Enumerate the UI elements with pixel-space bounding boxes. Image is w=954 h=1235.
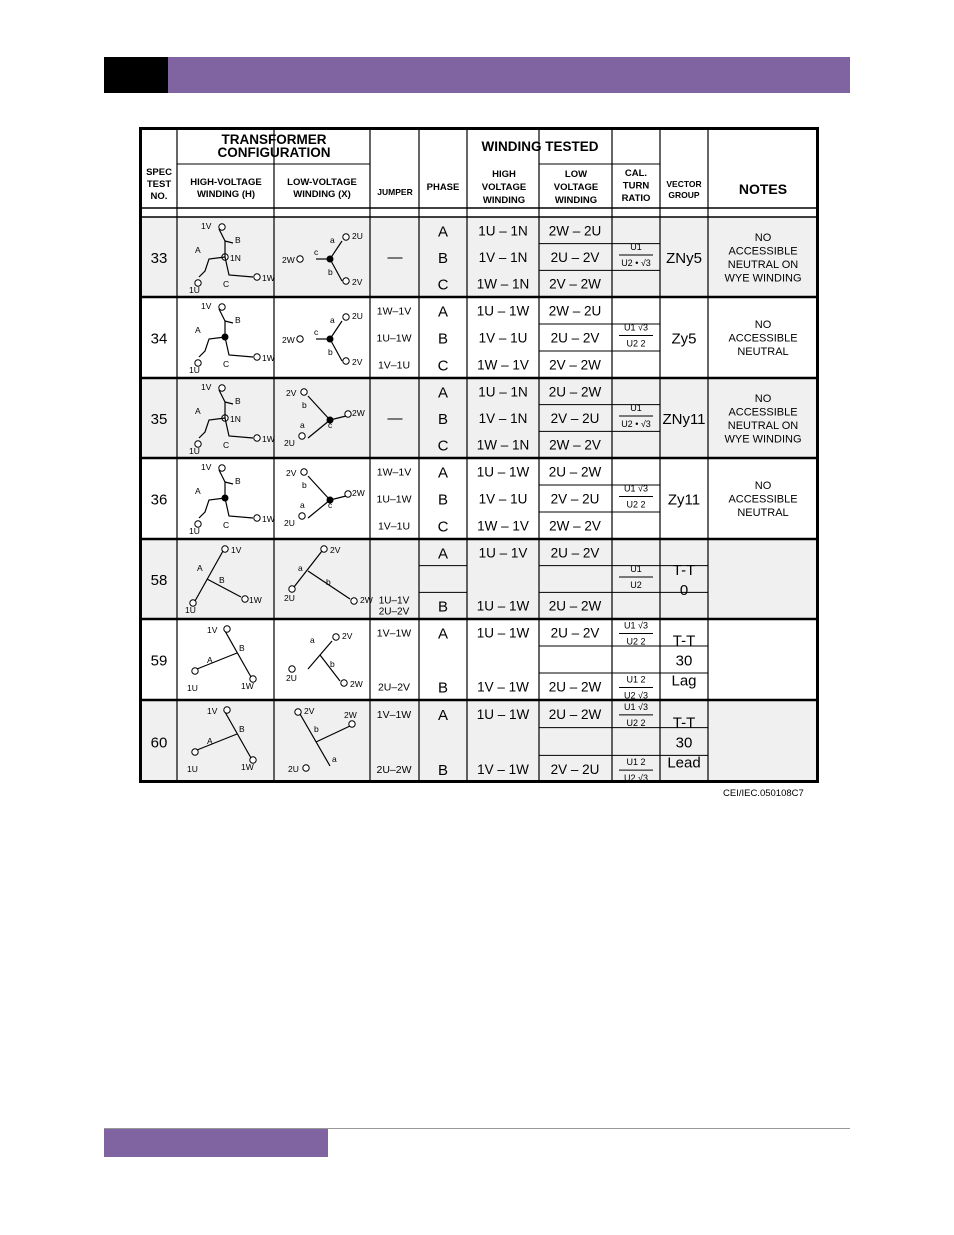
terminal-label: 1V — [201, 301, 212, 311]
row-36-high-winding: 1U – 1W — [476, 464, 530, 480]
winding-line — [225, 321, 233, 323]
terminal-node — [192, 668, 198, 674]
terminal-label: C — [223, 440, 230, 450]
row-33-phase: A — [437, 223, 449, 241]
terminal-label: 1U — [185, 605, 196, 615]
winding-line — [199, 498, 225, 518]
row-36-jumper: 1V–1U — [377, 520, 411, 533]
header-jumper: JUMPER — [377, 187, 413, 197]
row-59-ratio-b-den: U2 √3 — [624, 690, 648, 701]
terminal-label: 1V — [201, 382, 212, 392]
row-33-notes: ACCESSIBLE — [728, 245, 798, 258]
header-configuration: CONFIGURATION — [217, 145, 331, 160]
row-33-low-winding: 2U – 2V — [550, 250, 600, 265]
header-spec: TEST — [146, 179, 172, 190]
terminal-label: 1N — [230, 253, 241, 263]
winding-line — [219, 470, 225, 498]
terminal-node — [299, 433, 305, 439]
header-low-winding: WINDING — [554, 195, 598, 206]
terminal-label: 2V — [286, 388, 297, 398]
terminal-node — [254, 435, 260, 441]
terminal-node — [295, 709, 301, 715]
terminal-node — [222, 546, 228, 552]
terminal-node — [192, 749, 198, 755]
row-58-ratio-den: U2 — [630, 580, 642, 590]
table-svg — [139, 127, 819, 783]
row-58-vector: T-T — [672, 562, 696, 579]
terminal-node — [254, 515, 260, 521]
terminal-label: 2W — [360, 595, 373, 605]
row-35-notes: NEUTRAL ON — [727, 419, 799, 432]
terminal-label: 2W — [352, 488, 365, 498]
row-34-high-winding: 1U – 1W — [476, 303, 530, 319]
terminal-node — [303, 765, 309, 771]
row-59-low-winding: 2U – 2V — [550, 625, 600, 641]
winding-line — [219, 309, 225, 337]
row-34-high-winding: 1W – 1V — [477, 357, 529, 373]
terminal-label: 2V — [330, 545, 341, 555]
terminal-label: C — [223, 279, 230, 289]
terminal-label: a — [300, 420, 305, 430]
terminal-node — [343, 314, 349, 320]
row-34-phase: A — [437, 303, 449, 321]
row-58-vector: 0 — [679, 582, 689, 599]
row-34-vector: Zy5 — [671, 330, 697, 348]
terminal-label: 2V — [286, 468, 297, 478]
terminal-label: B — [239, 643, 245, 653]
row-34-ratio-den: U2 2 — [626, 338, 646, 349]
row-58-low-winding: 2U – 2V — [550, 545, 600, 561]
terminal-node — [349, 721, 355, 727]
terminal-node — [341, 680, 347, 686]
terminal-label: 2W — [344, 710, 357, 720]
row-34-low-winding: 2V – 2W — [549, 357, 601, 373]
row-36-notes: NO — [754, 480, 772, 492]
row-34-jumper: 1W–1V — [376, 305, 412, 318]
row-33-notes: NO — [754, 231, 772, 244]
terminal-label: c — [328, 500, 333, 510]
terminal-label: 2W — [352, 408, 365, 418]
row-59-vector: Lag — [671, 672, 697, 690]
terminal-label: 1U — [189, 446, 200, 456]
row-34-phase: B — [437, 330, 449, 348]
row-58-spec: 58 — [150, 572, 168, 589]
row-35-vector: ZNy11 — [662, 411, 706, 428]
row-33-phase: C — [437, 276, 449, 294]
terminal-label: b — [314, 724, 319, 734]
row-36-phase: A — [437, 464, 449, 482]
terminal-label: 2U — [284, 518, 295, 528]
terminal-label: A — [195, 406, 201, 416]
header-phase: PHASE — [426, 182, 460, 193]
terminal-node — [219, 304, 225, 310]
row-59-phase: B — [437, 679, 449, 697]
row-33-vector: ZNy5 — [666, 250, 702, 267]
row-58-high-winding: 1U – 1W — [476, 598, 530, 614]
row-35-low-winding: 2V – 2U — [550, 411, 600, 426]
header-high-winding: WINDING — [482, 195, 526, 206]
row-35-phase: B — [437, 411, 449, 428]
row-35-spec: 35 — [150, 411, 168, 428]
row-36-phase: C — [437, 518, 449, 536]
terminal-label: a — [332, 754, 337, 764]
row-60-jumper: 2U–2W — [376, 764, 412, 777]
row-35-low-winding: 2W – 2V — [549, 437, 601, 453]
terminal-label: 2W — [282, 335, 295, 345]
terminal-label: 1N — [230, 414, 241, 424]
terminal-label: A — [207, 736, 213, 746]
header-high-winding: VOLTAGE — [481, 182, 527, 193]
row-33-high-winding: 1W – 1N — [476, 276, 530, 292]
row-35-phase: C — [437, 437, 449, 455]
terminal-node — [297, 336, 303, 342]
winding-line — [308, 476, 330, 500]
terminal-node — [242, 596, 248, 602]
terminal-label: 1V — [207, 625, 218, 635]
header-hv-winding: WINDING (H) — [196, 189, 256, 200]
row-60-ratio-a-num: U1 √3 — [624, 701, 648, 712]
row-33-jumper: — — [387, 249, 403, 266]
header-ratio: CAL. — [624, 168, 648, 179]
row-36-low-winding: 2V – 2U — [550, 491, 600, 507]
row-59-spec: 59 — [150, 652, 168, 670]
row-33-low-winding: 2W – 2U — [548, 223, 602, 239]
terminal-label: c — [314, 247, 319, 257]
winding-line — [199, 337, 225, 357]
row-36-notes: ACCESSIBLE — [728, 493, 798, 506]
row-35-jumper: — — [387, 410, 403, 427]
row-35-ratio-num: U1 — [630, 403, 642, 413]
row-60-spec: 60 — [150, 734, 168, 752]
terminal-node — [343, 358, 349, 364]
terminal-label: 1U — [189, 285, 200, 295]
terminal-label: 1W — [262, 273, 275, 283]
terminal-node — [219, 224, 225, 230]
terminal-label: 2V — [352, 277, 363, 287]
terminal-label: B — [235, 476, 241, 486]
row-35-high-winding: 1W – 1N — [476, 437, 530, 453]
row-36-jumper: 1U–1W — [376, 493, 412, 506]
header-spec: SPEC — [146, 167, 172, 178]
terminal-node — [321, 546, 327, 552]
row-60-phase: B — [437, 762, 449, 780]
terminal-label: a — [298, 563, 303, 573]
header-low-winding: VOLTAGE — [553, 182, 599, 193]
terminal-label: 2W — [282, 255, 295, 265]
row-33-high-winding: 1V – 1N — [478, 250, 528, 265]
row-59-jumper: 2U–2V — [377, 681, 411, 694]
terminal-label: c — [314, 327, 319, 337]
header-vector: GROUP — [668, 190, 700, 200]
row-34-jumper: 1U–1W — [376, 332, 412, 345]
terminal-label: 1W — [241, 762, 254, 772]
terminal-label: b — [302, 480, 307, 490]
terminal-label: 1V — [201, 221, 212, 231]
header-hv-winding: HIGH-VOLTAGE — [190, 177, 262, 188]
row-34-phase: C — [437, 357, 449, 375]
header-lv-winding: WINDING (X) — [293, 189, 351, 200]
terminal-label: B — [239, 724, 245, 734]
row-36-ratio-den: U2 2 — [626, 499, 646, 510]
terminal-node — [301, 469, 307, 475]
row-59-ratio-b-num: U1 2 — [626, 674, 646, 685]
row-33-high-winding: 1U – 1N — [478, 223, 528, 239]
terminal-label: 2U — [352, 311, 363, 321]
header-lv-winding: LOW-VOLTAGE — [287, 177, 357, 188]
row-59-vector: 30 — [675, 652, 693, 670]
row-36-vector: Zy11 — [667, 491, 701, 509]
row-60-ratio-a-den: U2 2 — [626, 717, 646, 728]
terminal-node — [289, 586, 295, 592]
row-36-spec: 36 — [150, 491, 168, 509]
terminal-label: 1W — [241, 681, 254, 691]
row-34-jumper: 1V–1U — [377, 359, 411, 372]
header-low-winding: LOW — [564, 169, 588, 180]
row-36-low-winding: 2U – 2W — [548, 464, 602, 480]
terminal-label: B — [219, 575, 225, 585]
row-58-phase: B — [437, 598, 449, 616]
row-59-vector: T-T — [672, 632, 696, 650]
row-35-notes: WYE WINDING — [724, 433, 802, 446]
terminal-label: a — [330, 235, 335, 245]
row-60-vector: Lead — [667, 754, 701, 772]
row-34-notes: ACCESSIBLE — [728, 332, 798, 345]
winding-line — [225, 337, 253, 357]
row-58-jumper: 1U–1V — [378, 595, 410, 607]
row-36-phase: B — [437, 491, 449, 509]
terminal-label: a — [300, 500, 305, 510]
row-36-ratio-num: U1 √3 — [624, 483, 648, 494]
row-34-notes: NO — [754, 319, 772, 331]
row-59-high-winding: 1V – 1W — [477, 679, 529, 695]
header-configuration: TRANSFORMER — [221, 132, 327, 147]
row-33-notes: NEUTRAL ON — [727, 258, 799, 271]
terminal-label: A — [195, 486, 201, 496]
row-60-jumper: 1V–1W — [376, 708, 412, 721]
terminal-node — [224, 707, 230, 713]
row-60-phase: A — [437, 706, 449, 724]
terminal-label: c — [328, 420, 333, 430]
terminal-node — [343, 234, 349, 240]
row-34-spec: 34 — [150, 330, 168, 348]
header-vector: VECTOR — [666, 179, 702, 189]
header-ratio: RATIO — [621, 193, 651, 204]
terminal-label: 2U — [286, 673, 297, 683]
terminal-node — [343, 278, 349, 284]
row-59-high-winding: 1U – 1W — [476, 625, 530, 641]
row-60-high-winding: 1V – 1W — [477, 762, 529, 778]
header-block — [104, 57, 168, 93]
row-33-phase: B — [437, 250, 449, 267]
terminal-node — [297, 256, 303, 262]
row-58-phase: A — [437, 545, 449, 563]
row-58-jumper: 2U–2V — [378, 606, 410, 618]
row-59-jumper: 1V–1W — [376, 627, 412, 640]
terminal-node — [301, 389, 307, 395]
row-33-notes: WYE WINDING — [724, 272, 802, 285]
winding-line — [308, 500, 330, 518]
terminal-label: b — [328, 347, 333, 357]
terminal-label: 2U — [288, 764, 299, 774]
header-ratio: TURN — [622, 180, 650, 192]
figure-credit: CEI/IEC.050108C7 — [723, 788, 804, 799]
terminal-label: 1W — [262, 353, 275, 363]
terminal-label: 2W — [350, 679, 363, 689]
terminal-label: A — [195, 325, 201, 335]
terminal-node — [254, 354, 260, 360]
terminal-node — [345, 411, 351, 417]
header-winding-tested: WINDING TESTED — [481, 139, 599, 154]
row-60-ratio-b-num: U1 2 — [626, 757, 646, 768]
transformer-table — [139, 127, 819, 783]
row-58-ratio-num: U1 — [630, 564, 642, 574]
row-59-ratio-a-den: U2 2 — [626, 636, 646, 647]
row-34-low-winding: 2W – 2U — [548, 303, 602, 319]
terminal-label: 1W — [249, 595, 262, 605]
terminal-label: 1V — [207, 706, 218, 716]
header-bar — [168, 57, 850, 93]
winding-line — [225, 631, 251, 677]
terminal-label: 2U — [284, 438, 295, 448]
winding-line — [225, 498, 253, 518]
terminal-label: 1W — [262, 514, 275, 524]
row-36-notes: NEUTRAL — [737, 507, 789, 519]
terminal-label: 2V — [352, 357, 363, 367]
row-33-ratio-den: U2 • √3 — [621, 258, 651, 268]
header-notes: NOTES — [738, 181, 788, 197]
terminal-label: 2U — [352, 231, 363, 241]
row-33-low-winding: 2V – 2W — [549, 276, 601, 292]
row-35-phase: A — [437, 384, 449, 402]
row-59-phase: A — [437, 625, 449, 643]
terminal-label: B — [235, 235, 241, 245]
header-high-winding: HIGH — [492, 169, 516, 180]
terminal-label: A — [207, 655, 213, 665]
row-59-low-winding: 2U – 2W — [548, 679, 602, 695]
row-60-low-winding: 2V – 2U — [550, 762, 600, 778]
terminal-label: b — [328, 267, 333, 277]
row-35-notes: ACCESSIBLE — [728, 406, 798, 419]
terminal-label: A — [197, 563, 203, 573]
row-36-low-winding: 2W – 2V — [549, 518, 601, 534]
terminal-label: B — [235, 315, 241, 325]
row-34-high-winding: 1V – 1U — [478, 330, 528, 346]
terminal-label: C — [223, 359, 230, 369]
terminal-node — [219, 385, 225, 391]
terminal-label: 1U — [187, 683, 198, 693]
terminal-node — [345, 491, 351, 497]
terminal-label: B — [235, 396, 241, 406]
terminal-label: a — [330, 315, 335, 325]
terminal-label: 2V — [304, 706, 315, 716]
terminal-label: 1V — [231, 545, 242, 555]
terminal-label: a — [310, 635, 315, 645]
terminal-node — [299, 513, 305, 519]
row-35-ratio-den: U2 • √3 — [621, 419, 651, 429]
terminal-label: 1U — [189, 526, 200, 536]
row-35-high-winding: 1U – 1N — [478, 384, 528, 400]
row-58-low-winding: 2U – 2W — [548, 598, 602, 614]
row-34-ratio-num: U1 √3 — [624, 322, 648, 333]
row-60-high-winding: 1U – 1W — [476, 706, 530, 722]
winding-line — [197, 653, 237, 669]
row-36-high-winding: 1V – 1U — [478, 491, 528, 507]
terminal-label: 1W — [262, 434, 275, 444]
row-33-spec: 33 — [150, 250, 168, 267]
row-60-ratio-b-den: U2 √3 — [624, 773, 648, 783]
terminal-label: 1U — [189, 365, 200, 375]
row-35-low-winding: 2U – 2W — [548, 384, 602, 400]
row-35-notes: NO — [754, 392, 772, 405]
row-59-ratio-a-num: U1 √3 — [624, 620, 648, 631]
row-36-high-winding: 1W – 1V — [477, 518, 529, 534]
terminal-node — [351, 598, 357, 604]
terminal-label: b — [330, 659, 335, 669]
row-60-vector: 30 — [675, 734, 693, 752]
terminal-node — [254, 274, 260, 280]
terminal-node — [333, 634, 339, 640]
row-34-low-winding: 2U – 2V — [550, 330, 600, 346]
row-35-high-winding: 1V – 1N — [478, 411, 528, 426]
header-spec: NO. — [150, 191, 168, 202]
terminal-label: 1V — [201, 462, 212, 472]
row-33-ratio-num: U1 — [630, 242, 642, 252]
terminal-node — [224, 626, 230, 632]
footer-bar — [104, 1129, 328, 1157]
row-34-notes: NEUTRAL — [737, 346, 789, 358]
row-60-low-winding: 2U – 2W — [548, 706, 602, 722]
terminal-label: b — [326, 577, 331, 587]
terminal-label: A — [195, 245, 201, 255]
row-60-vector: T-T — [672, 714, 696, 732]
terminal-label: 2U — [284, 593, 295, 603]
terminal-label: 2V — [342, 631, 353, 641]
row-36-jumper: 1W–1V — [376, 466, 412, 479]
terminal-label: C — [223, 520, 230, 530]
terminal-node — [289, 666, 295, 672]
winding-line — [225, 482, 233, 484]
terminal-label: 1U — [187, 764, 198, 774]
terminal-node — [219, 465, 225, 471]
row-58-high-winding: 1U – 1V — [478, 545, 528, 561]
terminal-label: b — [302, 400, 307, 410]
